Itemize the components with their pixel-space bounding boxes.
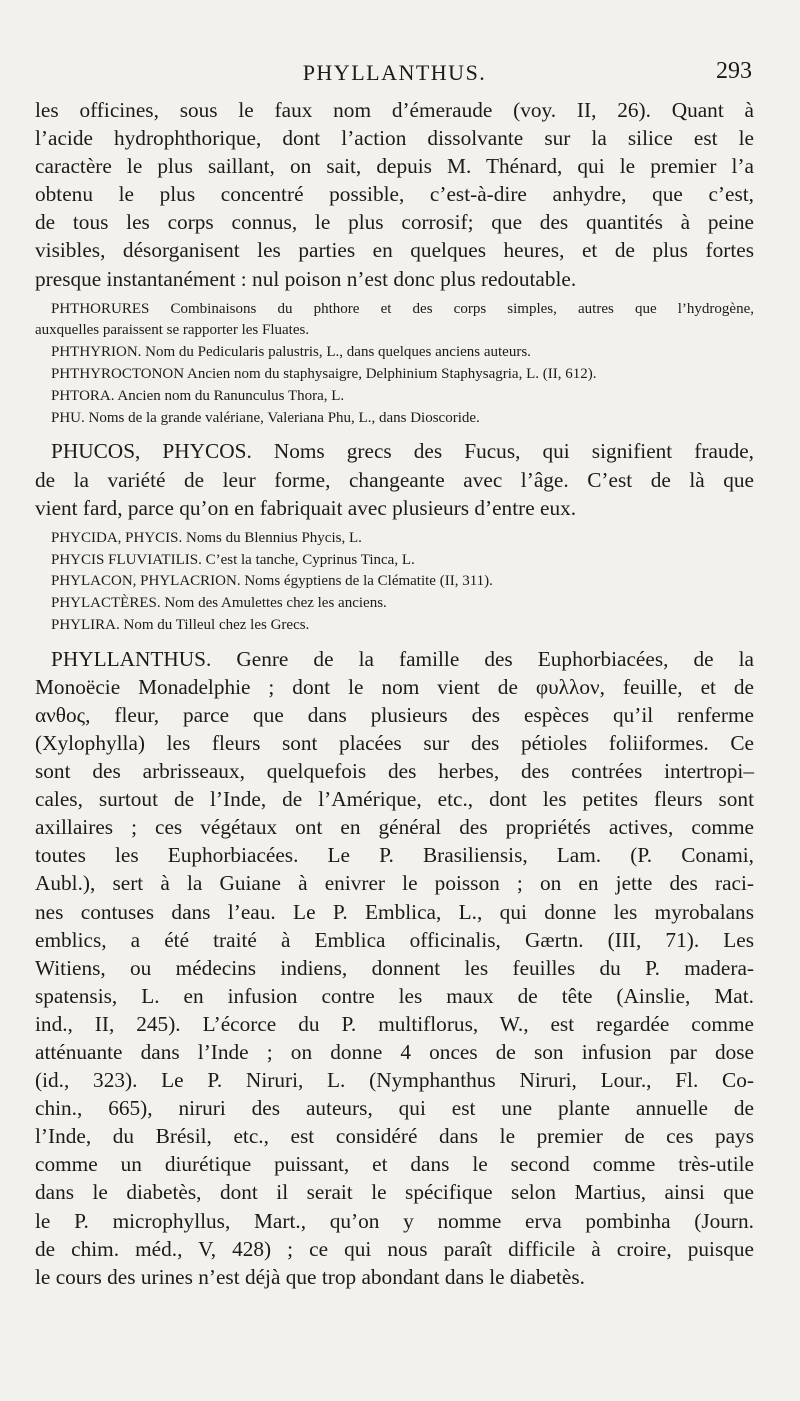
paragraph-phyllanthus [35,645,754,1291]
text-line: de tous les corps connus, le plus corrosif; que des quantités à peine [35,210,754,235]
entry-phylira: PHYLIRA. Nom du Tilleul chez les Grecs. [51,616,310,633]
small-entries-phthorures [35,299,754,430]
page-header [35,56,754,96]
entry-phthyrion: PHTHYRION. Nom du Pedicularis palustris, L., dans quelques anciens auteurs. [51,344,531,361]
text-line: Aubl.), sert à la Guiane à enivrer le poisson ; on en jette des raci- [35,871,754,896]
text-line: l’Inde, du Brésil, etc., est considéré dans le premier de ces pays [35,1124,754,1149]
text-line: PHYLLANTHUS. Genre de la famille des Euphorbiacées, de la [51,646,754,671]
entry-phu: PHU. Noms de la grande valériane, Valeriana Phu, L., dans Dioscoride. [51,409,480,426]
text-line: toutes les Euphorbiacées. Le P. Brasiliensis, Lam. (P. Conami, [35,843,754,868]
entry-phthorures-continued: auxquelles paraissent se rapporter les Fluates. [35,322,310,339]
text-line: chin., 665), niruri des auteurs, qui est une plante annuelle de [35,1096,754,1121]
paragraph-phucos [35,437,754,521]
text-line: Monoëcie Monadelphie ; dont le nom vient de φυλλον, feuille, et de [35,674,754,699]
text-line: visibles, désorganisent les parties en quelques heures, et de plus fortes [35,238,754,263]
text-line: obtenu le plus concentré possible, c’est-à-dire anhydre, que c’est, [35,182,754,207]
text-line: cales, surtout de l’Inde, de l’Amérique, etc., dont les petites fleurs sont [35,787,754,812]
text-line: (id., 323). Le P. Niruri, L. (Nymphanthus Niruri, Lour., Fl. Co- [35,1068,754,1093]
entry-phthyroctonon: PHTHYROCTONON Ancien nom du staphysaigre, Delphinium Staphysagria, L. (II, 612). [51,366,597,383]
text-line: comme un diurétique puissant, et dans le second comme très-utile [35,1152,754,1177]
entry-phycida: PHYCIDA, PHYCIS. Noms du Blennius Phycis, L. [51,529,362,546]
text-line: emblics, a été traité à Emblica officinalis, Gærtn. (III, 71). Les [35,927,754,952]
page-number: 293 [716,58,752,84]
paragraph-acide-hydrophthorique [35,96,754,293]
entry-phylacon: PHYLACON, PHYLACRION. Noms égyptiens de la Clématite (II, 311). [51,573,493,590]
text-line: Witiens, ou médecins indiens, donnent les feuilles du P. madera- [35,955,754,980]
entry-phthorures: PHTHORURES Combinaisons du phthore et des corps simples, autres que l’hydrogène, [51,300,754,317]
text-line: ind., II, 245). L’écorce du P. multiflorus, W., est regardée comme [35,1011,754,1036]
text-line: presque instantanément : nul poison n’est donc plus redoutable. [35,266,577,291]
text-line: les officines, sous le faux nom d’émeraude (voy. II, 26). Quant à [35,98,754,122]
text-line: PHUCOS, PHYCOS. Noms grecs des Fucus, qui signifient fraude, [51,439,754,464]
running-head: PHYLLANTHUS. [302,60,487,85]
entry-phycis-fluviatilis: PHYCIS FLUVIATILIS. C’est la tanche, Cyprinus Tinca, L. [51,551,415,568]
entry-phtora: PHTORA. Ancien nom du Ranunculus Thora, L. [51,387,345,404]
text-line: nes contuses dans l’eau. Le P. Emblica, L., qui donne les myrobalans [35,899,754,924]
text-line: le P. microphyllus, Mart., qu’on y nomme erva pombinha (Journ. [35,1208,754,1233]
text-line: de chim. méd., V, 428) ; ce qui nous paraît difficile à croire, puisque [35,1236,754,1261]
text-line: dans le diabetès, dont il serait le spécifique selon Martius, ainsi que [35,1180,754,1205]
text-line: sont des arbrisseaux, quelquefois des herbes, des contrées intertropi– [35,759,754,784]
text-line: atténuante dans l’Inde ; on donne 4 onces de son infusion par dose [35,1040,754,1065]
text-line: vient fard, parce qu’on en fabriquait avec plusieurs d’entre eux. [35,495,577,520]
text-line: spatensis, L. en infusion contre les maux de tête (Ainslie, Mat. [35,983,754,1008]
small-entries-phycida [35,528,754,637]
entry-phylacteres: PHYLACTÈRES. Nom des Amulettes chez les anciens. [51,595,387,612]
text-line: l’acide hydrophthorique, dont l’action dissolvante sur la silice est le [35,126,754,151]
text-line: axillaires ; ces végétaux ont en général des propriétés actives, comme [35,815,754,840]
text-line: le cours des urines n’est déjà que trop abondant dans le diabetès. [35,1264,585,1289]
text-line: caractère le plus saillant, on sait, depuis M. Thénard, qui le premier l’a [35,154,754,179]
text-line: ανθος, fleur, parce que dans plusieurs des espèces qu’il renferme [35,702,754,727]
text-line: (Xylophylla) les fleurs sont placées sur des pétioles foliiformes. Ce [35,730,754,755]
text-line: de la variété de leur forme, changeante avec l’âge. C’est de là que [35,467,754,492]
